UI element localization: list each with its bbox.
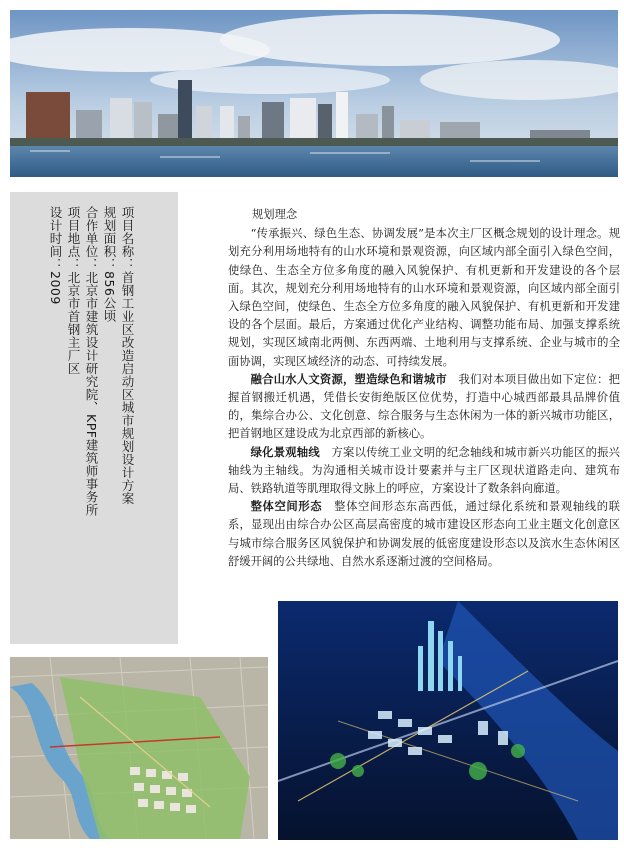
project-time-value: 2009 [48, 271, 63, 305]
article-paragraph-4-text: 整体空间形态东高西低，通过绿化系统和景观轴线的联系，显现出由综合办公区高层高密度的城市建设区形态向工业主题文化创意区与城市综合服务区风貌保护和协调发展的低密度建设形态以及滨水生态休闲区舒缓开阔的公共绿地、自然水系逐渐过渡的空间格局。 [228, 500, 620, 568]
project-partner-line [84, 206, 98, 516]
project-info-panel [10, 192, 178, 644]
article-heading-4: 整体空间形态 [250, 500, 323, 514]
night-aerial-rendering-image [278, 601, 618, 840]
project-partner-label: 合作单位： [84, 206, 99, 271]
article-paragraph-4 [228, 498, 620, 571]
project-partner-value: 北京市建筑设计研究院、KPF建筑师事务所 [84, 271, 99, 517]
project-area-line [102, 206, 116, 322]
article-paragraph-3 [228, 444, 620, 499]
project-name-label: 项目名称： [120, 206, 135, 271]
project-area-value: 856公顷 [102, 271, 117, 323]
article-paragraph-3-text: 方案以传统工业文明的纪念轴线和城市新兴功能区的振兴轴线为主轴线。为沟通相关城市设计要素并与主厂区现状道路走向、建筑布局、铁路轨道等肌理取得文脉上的呼应，方案设计了数条斜向廊道。 [228, 445, 620, 496]
article-paragraph-2-text: 我们对本项目做出如下定位：把握首钢搬迁机遇，凭借长安街绝版区位优势，打造中心城西部最具品牌价值的，集综合办公、文化创意、综合服务与生态休闲为一体的新兴城市功能区，把首钢地区建设成为北京西部的新核心。 [228, 372, 620, 441]
master-plan-map-image [10, 657, 268, 839]
project-location-value: 北京市首钢主厂区 [66, 271, 81, 375]
project-time-label: 设计时间： [48, 206, 63, 271]
project-area-label: 规划面积： [102, 206, 117, 271]
hero-skyline-image [10, 10, 618, 177]
project-location-line [66, 206, 80, 375]
project-name-line [120, 206, 134, 505]
project-time-line [48, 206, 62, 305]
article-paragraph-2 [228, 371, 620, 444]
article-body [228, 206, 620, 571]
project-name-value: 首钢工业区改造启动区城市规划设计方案 [120, 271, 135, 505]
article-heading-2: 融合山水人文资源，塑造绿色和谐城市 [250, 372, 447, 386]
article-title: 规划理念 [252, 208, 298, 221]
project-location-label: 项目地点： [66, 206, 81, 271]
article-paragraph-1: “传承振兴、绿色生态、协调发展”是本次主厂区概念规划的设计理念。规划充分利用场地特有的山水环境和景观资源，向区域内部全面引入绿色空间，使绿色、生态全方位多角度的融入风貌保护、有机更新和开发建设的各个层面。其次，规划充分利用场地特有的山水环境和景观资源，向区域内部全面引入绿色空间，使绿色、生态全方位多角度的融入风貌保护、有机更新和开发建设的各个层面。最后，方案通过优化产业结构、调整功能布局、加强支撑系统规划，实现区域南北两侧、东西两端、土地利用与支撑系统、企业与城市的全面协调，实现区域经济的动态、可持续发展。 [228, 227, 620, 368]
article-heading-3: 绿化景观轴线 [250, 445, 320, 459]
